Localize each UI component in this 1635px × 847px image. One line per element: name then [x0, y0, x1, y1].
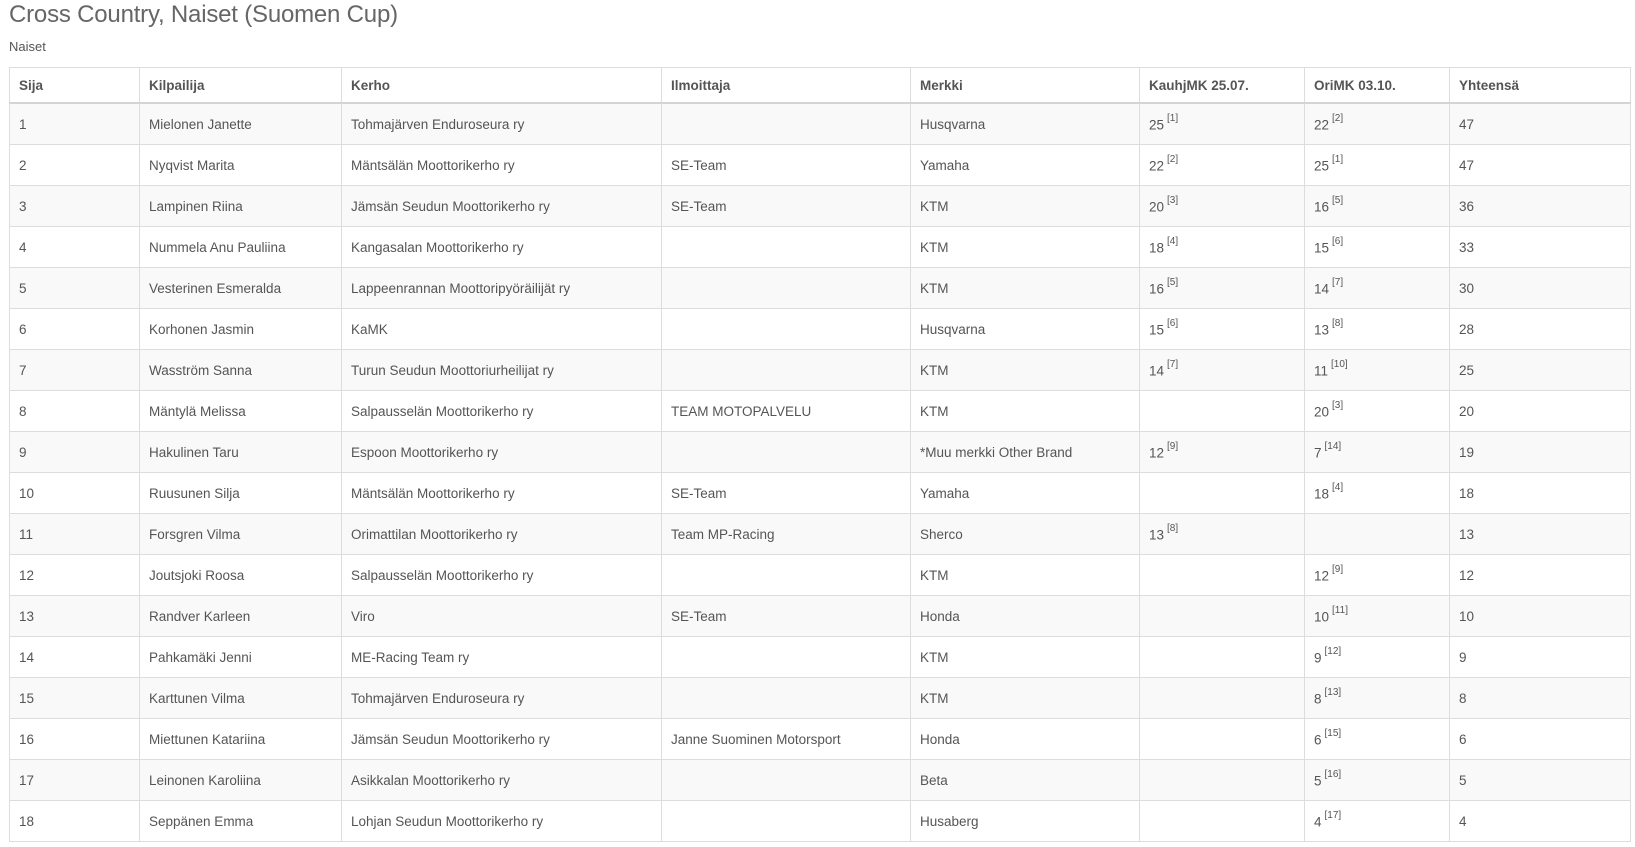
cell-kauhjmk-points: [1140, 555, 1305, 596]
cell-club: Turun Seudun Moottoriurheilijat ry: [342, 350, 662, 391]
round-rank: [7]: [1167, 358, 1179, 370]
cell-rider-name: Seppänen Emma: [140, 801, 342, 842]
cell-kauhjmk-points: [1140, 350, 1305, 391]
points-value: 13: [1314, 322, 1330, 338]
table-row: [10, 103, 1631, 145]
cell-rider-name: Nyqvist Marita: [140, 145, 342, 186]
cell-kauhjmk-points: [1140, 227, 1305, 268]
cell-orimk-points: [1305, 637, 1450, 678]
cell-brand: KTM: [911, 391, 1140, 432]
round-rank: [2]: [1332, 112, 1344, 124]
round-rank: [11]: [1332, 604, 1348, 616]
cell-position: 8: [10, 391, 140, 432]
points-value: 18: [1314, 486, 1330, 502]
cell-rider-name: Korhonen Jasmin: [140, 309, 342, 350]
cell-position: 10: [10, 473, 140, 514]
table-row: [10, 719, 1631, 760]
page-title: Cross Country, Naiset (Suomen Cup): [9, 1, 398, 28]
cell-entrant: SE-Team: [662, 186, 911, 227]
round-rank: [5]: [1167, 276, 1179, 288]
round-rank: [8]: [1332, 317, 1344, 329]
cell-position: 1: [10, 103, 140, 145]
cell-orimk-points: [1305, 801, 1450, 842]
cell-kauhjmk-points: [1140, 103, 1305, 145]
cell-orimk-points: [1305, 145, 1450, 186]
cell-orimk-points: [1305, 596, 1450, 637]
cell-club: Tohmajärven Enduroseura ry: [342, 103, 662, 145]
round-rank: [9]: [1167, 440, 1179, 452]
table-row: [10, 596, 1631, 637]
column-header-ilmoittaja[interactable]: Ilmoittaja: [662, 68, 911, 104]
cell-entrant: Janne Suominen Motorsport: [662, 719, 911, 760]
cell-brand: Honda: [911, 719, 1140, 760]
points-value: 8: [1314, 691, 1322, 707]
cell-total: 18: [1450, 473, 1631, 514]
cell-orimk-points: [1305, 227, 1450, 268]
cell-rider-name: Vesterinen Esmeralda: [140, 268, 342, 309]
cell-kauhjmk-points: [1140, 309, 1305, 350]
points-value: 20: [1149, 199, 1165, 215]
cell-rider-name: Karttunen Vilma: [140, 678, 342, 719]
cell-orimk-points: [1305, 268, 1450, 309]
cell-club: KaMK: [342, 309, 662, 350]
cell-brand: KTM: [911, 555, 1140, 596]
cell-entrant: [662, 309, 911, 350]
points-value: 4: [1314, 814, 1322, 830]
cell-total: 9: [1450, 637, 1631, 678]
points-value: 22: [1149, 158, 1165, 174]
cell-rider-name: Wasström Sanna: [140, 350, 342, 391]
header-row: [10, 68, 1631, 104]
cell-entrant: [662, 801, 911, 842]
cell-position: 12: [10, 555, 140, 596]
round-rank: [15]: [1324, 727, 1342, 739]
cell-position: 11: [10, 514, 140, 555]
cell-orimk-points: [1305, 309, 1450, 350]
points-value: 14: [1314, 281, 1330, 297]
round-rank: [13]: [1324, 686, 1342, 698]
round-rank: [3]: [1167, 194, 1179, 206]
cell-total: 25: [1450, 350, 1631, 391]
cell-brand: KTM: [911, 637, 1140, 678]
cell-kauhjmk-points: [1140, 514, 1305, 555]
round-rank: [14]: [1324, 440, 1342, 452]
cell-entrant: [662, 103, 911, 145]
cell-total: 36: [1450, 186, 1631, 227]
cell-orimk-points: [1305, 473, 1450, 514]
cell-rider-name: Ruusunen Silja: [140, 473, 342, 514]
cell-total: 12: [1450, 555, 1631, 596]
cell-club: Orimattilan Moottorikerho ry: [342, 514, 662, 555]
cell-rider-name: Joutsjoki Roosa: [140, 555, 342, 596]
round-rank: [8]: [1167, 522, 1179, 534]
points-value: 11: [1314, 363, 1329, 379]
table-row: [10, 473, 1631, 514]
cell-total: 20: [1450, 391, 1631, 432]
cell-club: Tohmajärven Enduroseura ry: [342, 678, 662, 719]
cell-orimk-points: [1305, 514, 1450, 555]
round-rank: [3]: [1332, 399, 1344, 411]
round-rank: [4]: [1332, 481, 1344, 493]
round-rank: [12]: [1324, 645, 1342, 657]
cell-entrant: [662, 227, 911, 268]
points-value: 16: [1314, 199, 1330, 215]
cell-total: 28: [1450, 309, 1631, 350]
round-rank: [16]: [1324, 768, 1342, 780]
round-rank: [6]: [1332, 235, 1344, 247]
cell-position: 17: [10, 760, 140, 801]
points-value: 12: [1314, 568, 1330, 584]
cell-kauhjmk-points: [1140, 719, 1305, 760]
round-rank: [7]: [1332, 276, 1344, 288]
cell-position: 4: [10, 227, 140, 268]
cell-rider-name: Lampinen Riina: [140, 186, 342, 227]
points-value: 18: [1149, 240, 1165, 256]
cell-position: 7: [10, 350, 140, 391]
column-header-merkki[interactable]: Merkki: [911, 68, 1140, 104]
cell-club: Jämsän Seudun Moottorikerho ry: [342, 719, 662, 760]
table-row: [10, 760, 1631, 801]
column-header-sija[interactable]: Sija: [10, 68, 140, 104]
column-header-kilpailija[interactable]: Kilpailija: [140, 68, 342, 104]
round-rank: [17]: [1324, 809, 1342, 821]
points-value: 25: [1314, 158, 1330, 174]
results-table: [9, 67, 1631, 842]
points-value: 16: [1149, 281, 1165, 297]
cell-kauhjmk-points: [1140, 268, 1305, 309]
cell-brand: Husaberg: [911, 801, 1140, 842]
column-header-orimk[interactable]: OriMK 03.10.: [1305, 68, 1450, 104]
cell-rider-name: Mäntylä Melissa: [140, 391, 342, 432]
cell-total: 47: [1450, 103, 1631, 145]
cell-club: Lappeenrannan Moottoripyöräilijät ry: [342, 268, 662, 309]
cell-kauhjmk-points: [1140, 678, 1305, 719]
cell-orimk-points: [1305, 678, 1450, 719]
cell-kauhjmk-points: [1140, 186, 1305, 227]
cell-entrant: SE-Team: [662, 596, 911, 637]
column-header-yhteensa[interactable]: Yhteensä: [1450, 68, 1631, 104]
cell-rider-name: Randver Karleen: [140, 596, 342, 637]
table-body: [10, 103, 1631, 842]
cell-total: 30: [1450, 268, 1631, 309]
cell-club: Salpausselän Moottorikerho ry: [342, 555, 662, 596]
cell-kauhjmk-points: [1140, 473, 1305, 514]
cell-rider-name: Hakulinen Taru: [140, 432, 342, 473]
cell-entrant: [662, 760, 911, 801]
column-header-kauhjmk[interactable]: KauhjMK 25.07.: [1140, 68, 1305, 104]
cell-club: Lohjan Seudun Moottorikerho ry: [342, 801, 662, 842]
cell-club: Salpausselän Moottorikerho ry: [342, 391, 662, 432]
points-value: 22: [1314, 117, 1330, 133]
points-value: 6: [1314, 732, 1322, 748]
column-header-kerho[interactable]: Kerho: [342, 68, 662, 104]
round-rank: [2]: [1167, 153, 1179, 165]
cell-kauhjmk-points: [1140, 596, 1305, 637]
round-rank: [6]: [1167, 317, 1179, 329]
cell-orimk-points: [1305, 350, 1450, 391]
cell-orimk-points: [1305, 432, 1450, 473]
cell-brand: Sherco: [911, 514, 1140, 555]
cell-position: 16: [10, 719, 140, 760]
cell-entrant: [662, 637, 911, 678]
table-row: [10, 350, 1631, 391]
table-row: [10, 801, 1631, 842]
cell-entrant: [662, 432, 911, 473]
cell-club: Jämsän Seudun Moottorikerho ry: [342, 186, 662, 227]
cell-rider-name: Nummela Anu Pauliina: [140, 227, 342, 268]
cell-rider-name: Forsgren Vilma: [140, 514, 342, 555]
cell-position: 14: [10, 637, 140, 678]
cell-club: Viro: [342, 596, 662, 637]
cell-kauhjmk-points: [1140, 391, 1305, 432]
table-row: [10, 227, 1631, 268]
cell-orimk-points: [1305, 186, 1450, 227]
points-value: 9: [1314, 650, 1322, 666]
cell-club: Kangasalan Moottorikerho ry: [342, 227, 662, 268]
table-row: [10, 268, 1631, 309]
cell-total: 47: [1450, 145, 1631, 186]
points-value: 12: [1149, 445, 1165, 461]
cell-club: Asikkalan Moottorikerho ry: [342, 760, 662, 801]
points-value: 25: [1149, 117, 1165, 133]
cell-entrant: [662, 678, 911, 719]
cell-position: 15: [10, 678, 140, 719]
cell-total: 10: [1450, 596, 1631, 637]
points-value: 13: [1149, 527, 1165, 543]
table-row: [10, 186, 1631, 227]
cell-rider-name: Miettunen Katariina: [140, 719, 342, 760]
cell-total: 13: [1450, 514, 1631, 555]
cell-total: 33: [1450, 227, 1631, 268]
cell-total: 19: [1450, 432, 1631, 473]
table-row: [10, 637, 1631, 678]
cell-brand: KTM: [911, 186, 1140, 227]
cell-brand: KTM: [911, 678, 1140, 719]
cell-kauhjmk-points: [1140, 145, 1305, 186]
points-value: 10: [1314, 609, 1330, 625]
cell-club: Mäntsälän Moottorikerho ry: [342, 145, 662, 186]
cell-brand: Husqvarna: [911, 103, 1140, 145]
cell-club: ME-Racing Team ry: [342, 637, 662, 678]
round-rank: [9]: [1332, 563, 1344, 575]
round-rank: [4]: [1167, 235, 1179, 247]
cell-position: 3: [10, 186, 140, 227]
cell-kauhjmk-points: [1140, 760, 1305, 801]
cell-brand: Yamaha: [911, 473, 1140, 514]
table-header: [10, 68, 1631, 104]
cell-kauhjmk-points: [1140, 801, 1305, 842]
cell-entrant: [662, 350, 911, 391]
cell-rider-name: Leinonen Karoliina: [140, 760, 342, 801]
cell-brand: KTM: [911, 268, 1140, 309]
cell-entrant: SE-Team: [662, 145, 911, 186]
cell-position: 2: [10, 145, 140, 186]
points-value: 5: [1314, 773, 1322, 789]
table-row: [10, 555, 1631, 596]
cell-brand: Husqvarna: [911, 309, 1140, 350]
table-row: [10, 391, 1631, 432]
points-value: 15: [1149, 322, 1165, 338]
cell-brand: Honda: [911, 596, 1140, 637]
cell-club: Mäntsälän Moottorikerho ry: [342, 473, 662, 514]
cell-total: 5: [1450, 760, 1631, 801]
cell-kauhjmk-points: [1140, 432, 1305, 473]
cell-brand: Yamaha: [911, 145, 1140, 186]
cell-entrant: TEAM MOTOPALVELU: [662, 391, 911, 432]
cell-total: 6: [1450, 719, 1631, 760]
cell-entrant: [662, 555, 911, 596]
class-subtitle: Naiset: [9, 39, 46, 54]
cell-orimk-points: [1305, 555, 1450, 596]
cell-brand: *Muu merkki Other Brand: [911, 432, 1140, 473]
cell-orimk-points: [1305, 103, 1450, 145]
cell-brand: KTM: [911, 350, 1140, 391]
cell-club: Espoon Moottorikerho ry: [342, 432, 662, 473]
points-value: 7: [1314, 445, 1322, 461]
cell-orimk-points: [1305, 760, 1450, 801]
cell-position: 6: [10, 309, 140, 350]
cell-brand: KTM: [911, 227, 1140, 268]
cell-brand: Beta: [911, 760, 1140, 801]
cell-entrant: Team MP-Racing: [662, 514, 911, 555]
table-row: [10, 309, 1631, 350]
cell-rider-name: Pahkamäki Jenni: [140, 637, 342, 678]
round-rank: [1]: [1167, 112, 1179, 124]
cell-position: 9: [10, 432, 140, 473]
points-value: 20: [1314, 404, 1330, 420]
points-value: 14: [1149, 363, 1165, 379]
round-rank: [10]: [1331, 358, 1348, 370]
cell-kauhjmk-points: [1140, 637, 1305, 678]
cell-orimk-points: [1305, 391, 1450, 432]
table-row: [10, 678, 1631, 719]
cell-position: 18: [10, 801, 140, 842]
cell-entrant: SE-Team: [662, 473, 911, 514]
cell-total: 8: [1450, 678, 1631, 719]
table-row: [10, 432, 1631, 473]
points-value: 15: [1314, 240, 1330, 256]
cell-total: 4: [1450, 801, 1631, 842]
round-rank: [5]: [1332, 194, 1344, 206]
cell-orimk-points: [1305, 719, 1450, 760]
table-row: [10, 514, 1631, 555]
cell-position: 13: [10, 596, 140, 637]
cell-position: 5: [10, 268, 140, 309]
round-rank: [1]: [1332, 153, 1344, 165]
table-row: [10, 145, 1631, 186]
cell-entrant: [662, 268, 911, 309]
cell-rider-name: Mielonen Janette: [140, 103, 342, 145]
